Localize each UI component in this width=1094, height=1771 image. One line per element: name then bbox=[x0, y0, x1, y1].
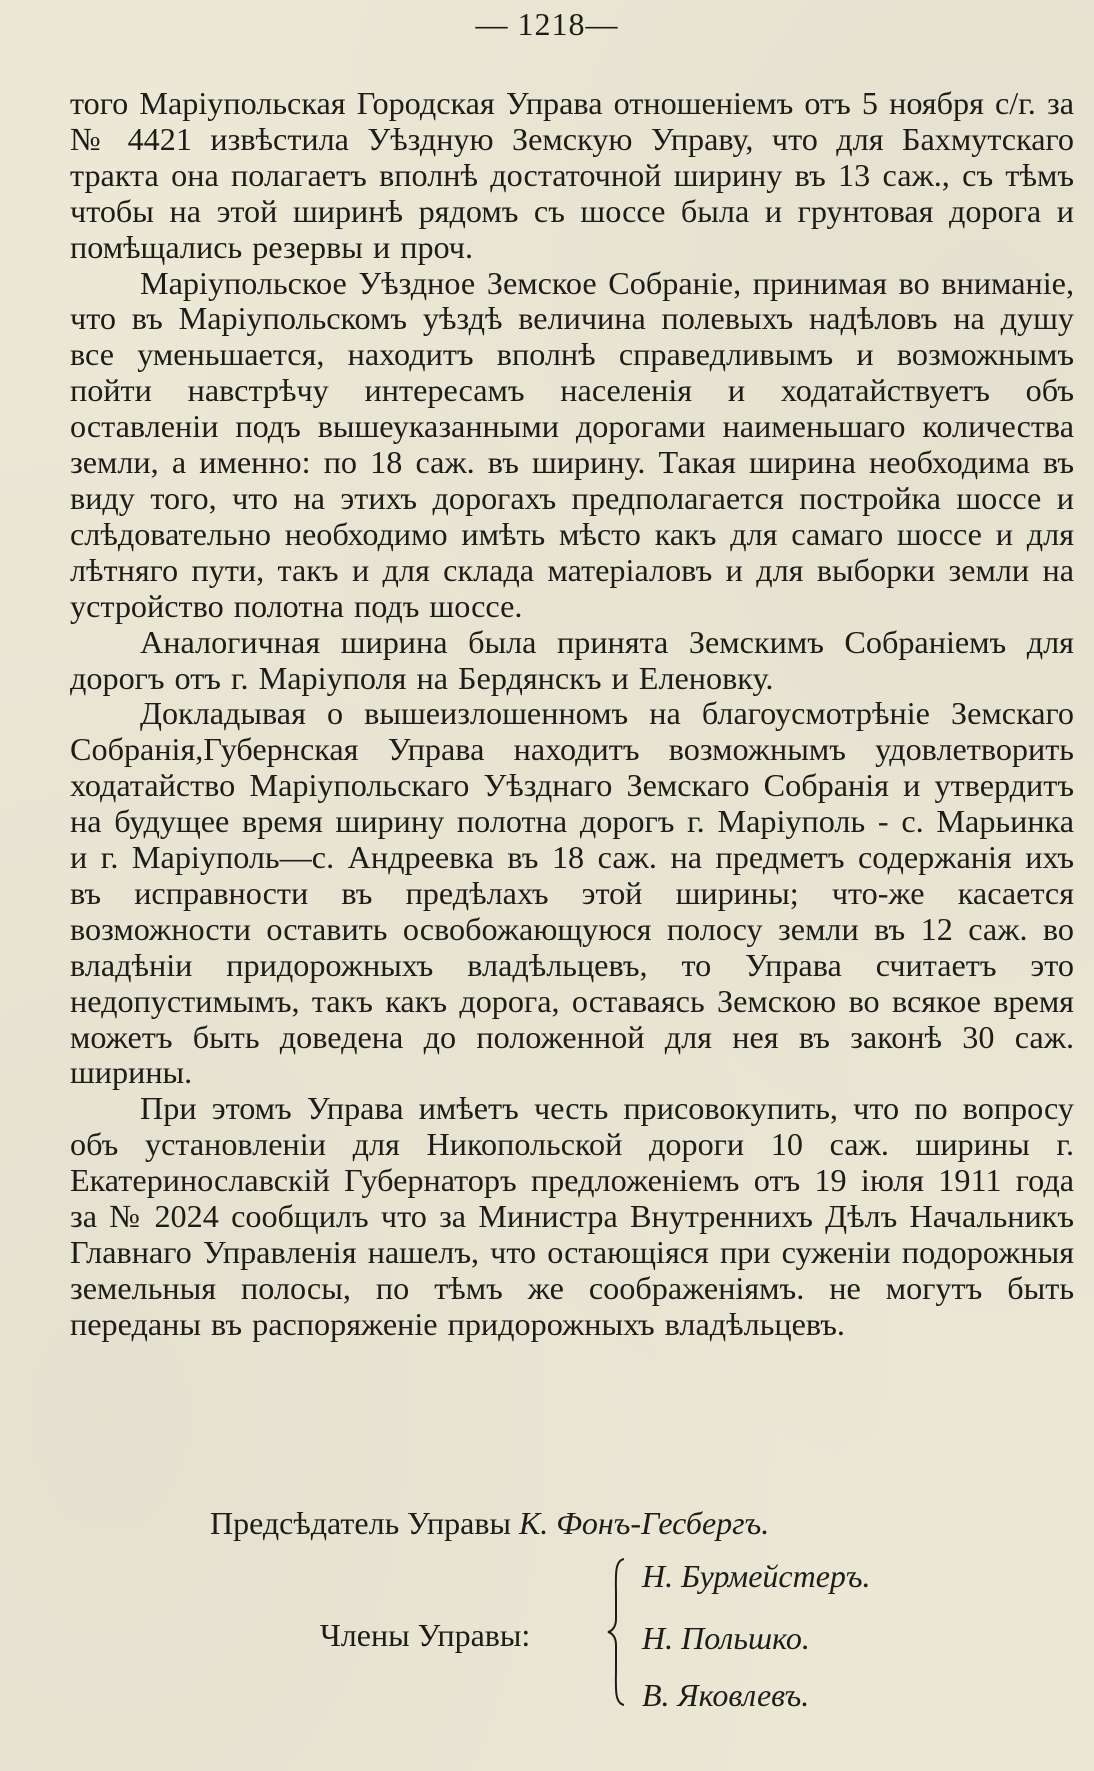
paragraph-assembly-petition: Маріупольское Уѣздное Земское Собраніе, принимая во вниманіе, что въ Маріупольскомъ уѣздѣ величина полевыхъ надѣловъ на душу все уменьшается, находитъ вполнѣ справедливымъ и возможнымъ пойти навстрѣчу интересамъ населенія и ходатайствуетъ объ оставленіи подъ вышеуказанными дорогами наименьшаго количества земли, а именно: по 18 саж. въ ширину. Такая ширина необходима въ виду того, что на этихъ дорогахъ предполагается постройка шоссе и слѣдовательно необходимо имѣть мѣсто какъ для самаго шоссе и для лѣтняго пути, такъ и для склада матеріаловъ и для выборки земли на устройство полотна подъ шоссе. bbox=[70, 264, 1074, 624]
member-name: Н. Польшко. bbox=[642, 1620, 810, 1656]
members-label: Члены Управы: bbox=[320, 1617, 531, 1653]
member-name: В. Яковлевъ. bbox=[642, 1677, 810, 1713]
chairman-name: К. Фонъ-Гесбергъ. bbox=[518, 1505, 770, 1541]
chairman-label: Предсѣдатель Управы bbox=[210, 1505, 511, 1541]
chairman-line bbox=[210, 1505, 769, 1542]
body-text bbox=[70, 86, 1074, 1343]
paragraph-continuation: того Маріупольская Городская Управа отношеніемъ отъ 5 ноября с/г. за № 4421 извѣстила Уѣздную Земскую Управу, что для Бахмутскаго тракта она полагаетъ вполнѣ достаточной ширину въ 13 саж., съ тѣмъ чтобы на этой ширинѣ рядомъ съ шоссе была и грунтовая дорога и помѣщались резервы и проч. bbox=[70, 85, 1074, 265]
paragraph-provincial-board-report: Докладывая о вышеизлошенномъ на благоусмотрѣніе Земскаго Собранія,Губернская Управа находитъ возможнымъ удовлетворить ходатайство Маріупольскаго Уѣзднаго Земскаго Собранія и утвердитъ на будущее время ширину полотна дорогъ г. Маріуполь - с. Марьинка и г. Маріуполь—с. Андреевка въ 18 саж. на предметъ содержанія ихъ въ исправности въ предѣлахъ этой ширины; что-же касается возможности оставить освобожающуюся полосу земли въ 12 саж. во владѣніи придорожныхъ владѣльцевъ, то Управа считаетъ это недопустимымъ, такъ какъ дорога, оставаясь Земскою во всякое время можетъ быть доведена до положенной для нея въ законѣ 30 саж. ширины. bbox=[70, 695, 1074, 1091]
paragraph-analogous-width: Аналогичная ширина была принята Земскимъ Собраніемъ для дорогъ отъ г. Маріуполя на Бердянскъ и Еленовку. bbox=[70, 623, 1074, 696]
curly-brace-icon bbox=[606, 1557, 628, 1707]
page-number: — 1218— bbox=[475, 6, 619, 42]
paragraph-governor-notice: При этомъ Управа имѣетъ честь присовокупить, что по вопросу объ установленіи для Никопольской дороги 10 саж. ширины г. Екатеринославскій Губернаторъ предложеніемъ отъ 19 іюля 1911 года за № 2024 сообщилъ что за Министра Внутреннихъ Дѣлъ Начальникъ Главнаго Управленія нашелъ, что остающіяся при суженіи подорожныя земельныя полосы, по тѣмъ же соображеніямъ. не могутъ быть переданы въ распоряженіе придорожныхъ владѣльцевъ. bbox=[70, 1090, 1074, 1342]
member-name: Н. Бурмейстеръ. bbox=[642, 1558, 871, 1594]
